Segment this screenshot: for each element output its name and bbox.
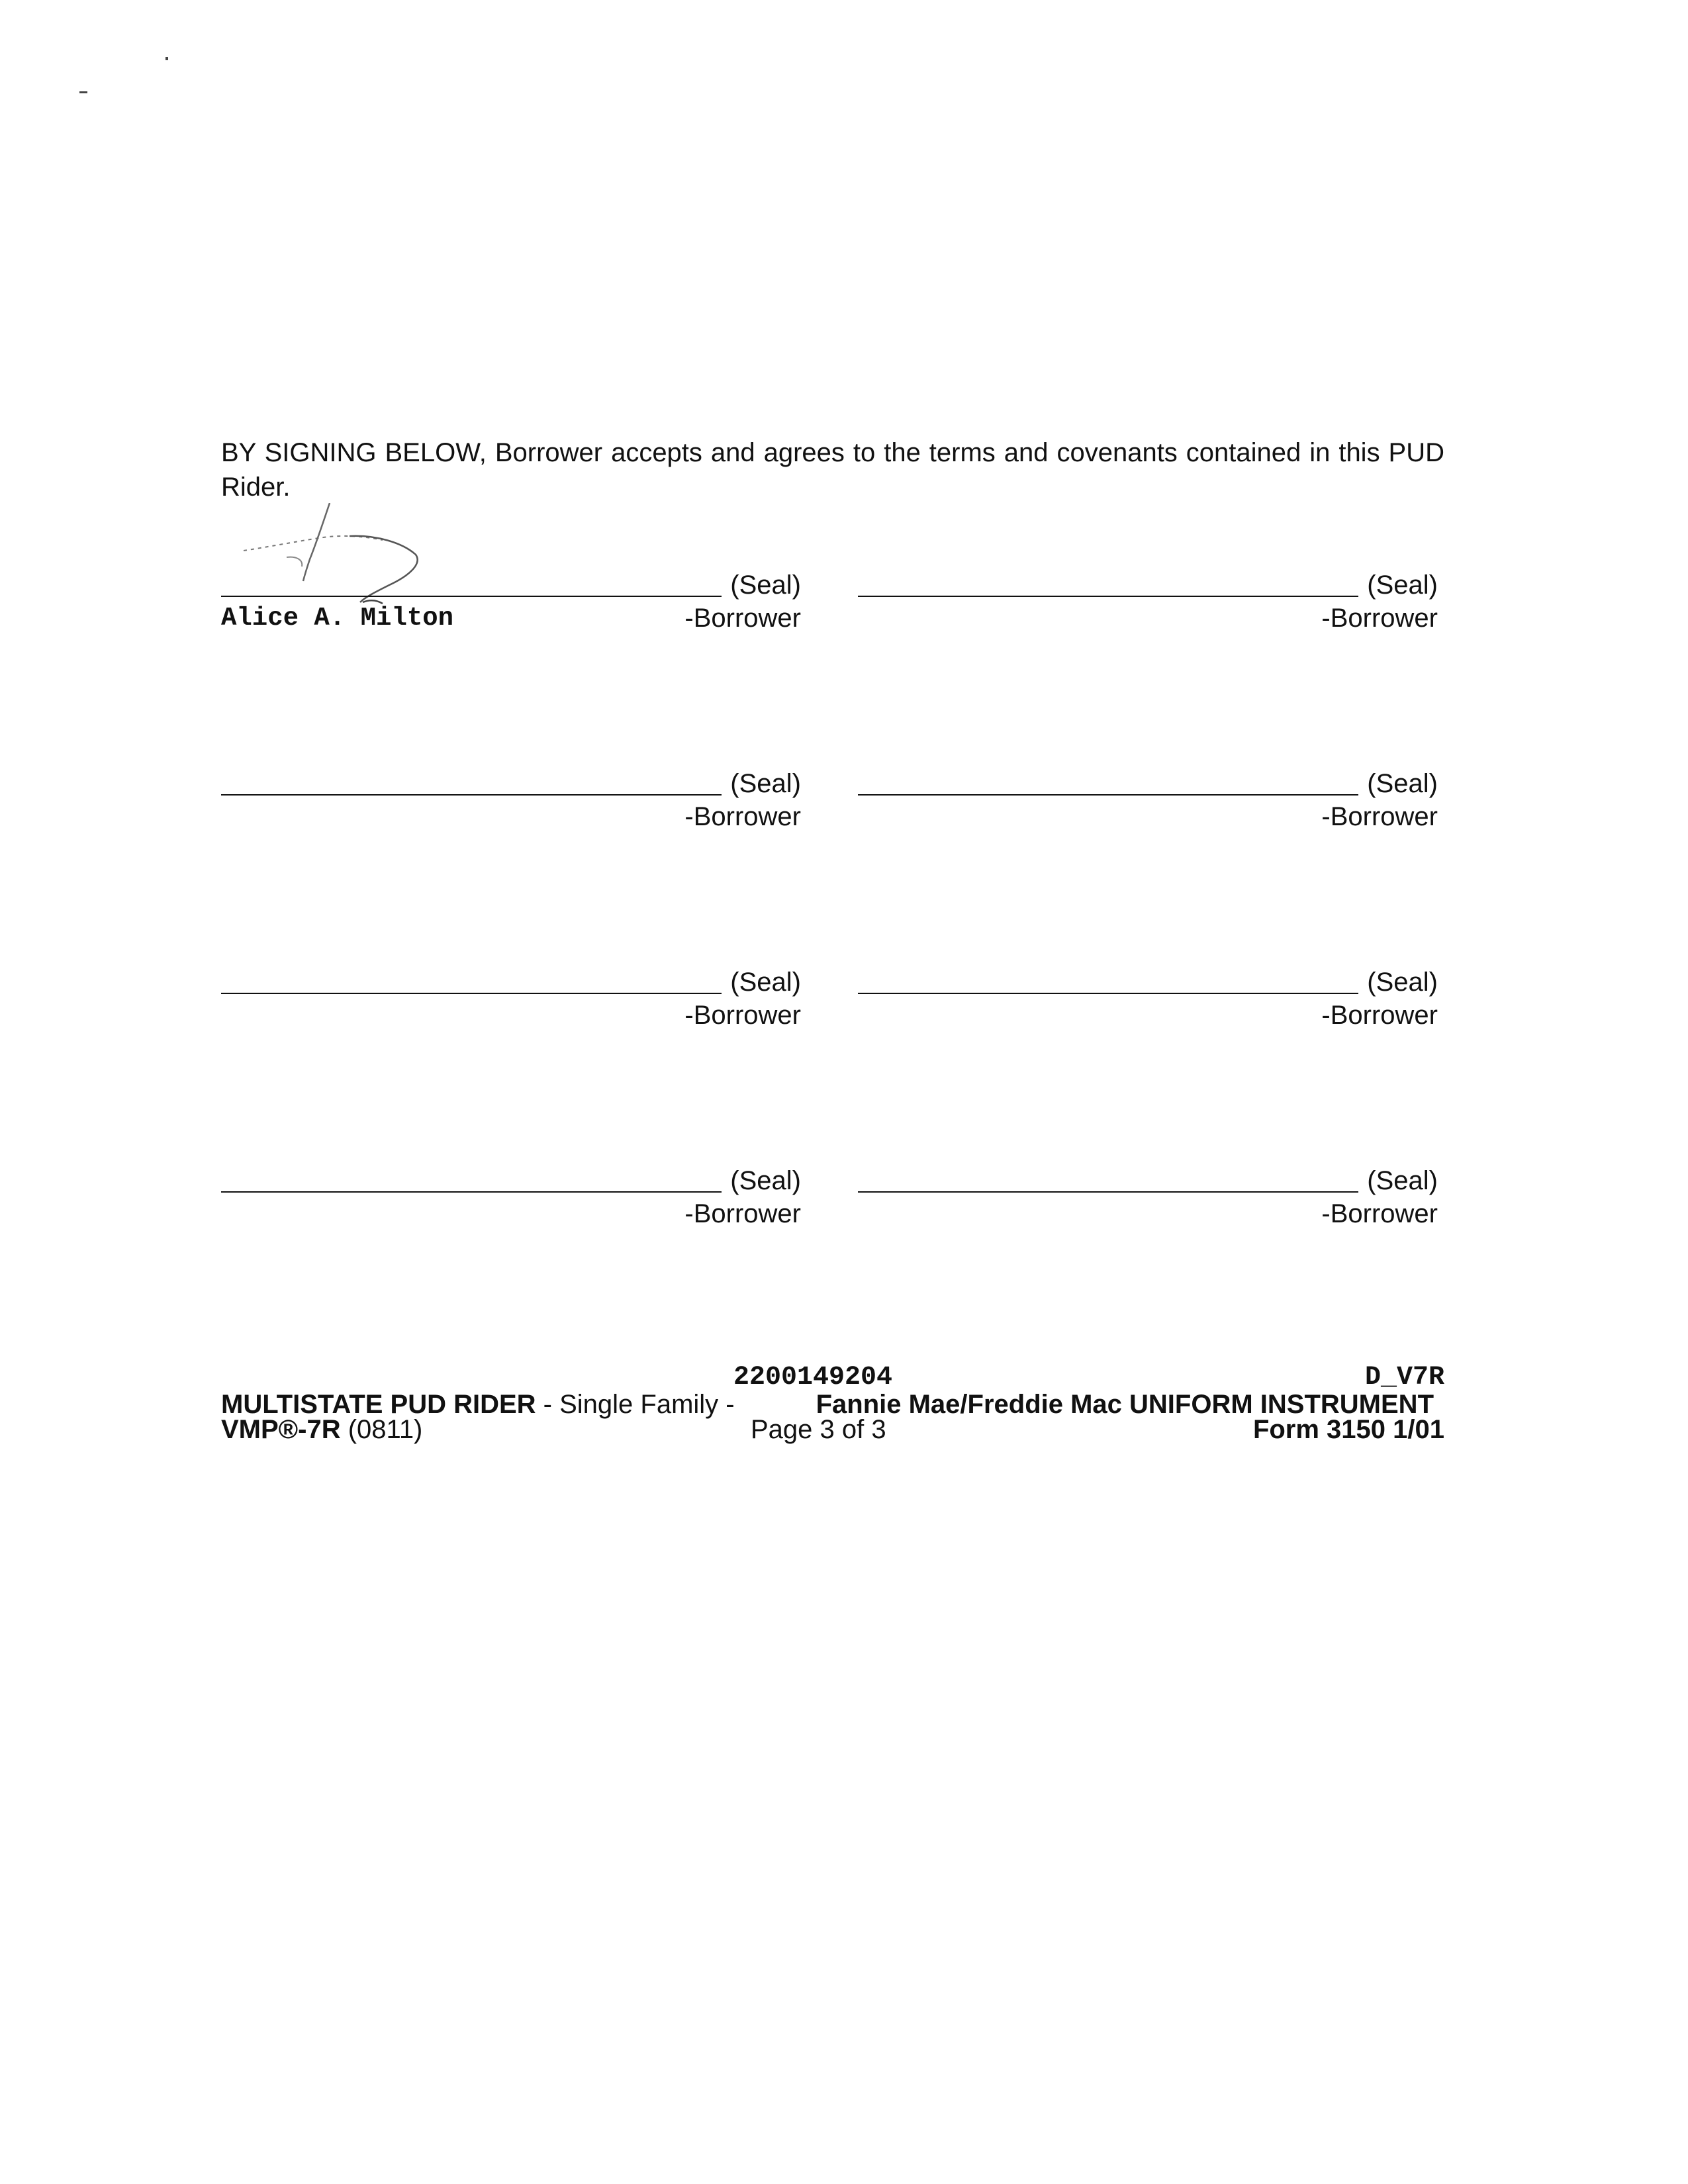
borrower-name: Alice A. Milton bbox=[221, 604, 454, 633]
seal-label: (Seal) bbox=[1367, 570, 1438, 600]
page-number: Page 3 of 3 bbox=[751, 1415, 886, 1444]
signature-block-4 bbox=[858, 768, 1438, 834]
form-number: Form 3150 1/01 bbox=[1252, 1415, 1444, 1444]
signature-line bbox=[858, 993, 1358, 994]
seal-label: (Seal) bbox=[1367, 968, 1438, 997]
vmp-code-rest: (0811) bbox=[340, 1415, 423, 1444]
signature-line bbox=[221, 794, 722, 796]
borrower-role: -Borrower bbox=[684, 604, 801, 633]
vmp-code bbox=[221, 1415, 422, 1444]
vmp-code-bold: VMP®-7R bbox=[221, 1415, 341, 1444]
borrower-role: -Borrower bbox=[1321, 1199, 1438, 1228]
borrower-role: -Borrower bbox=[1321, 802, 1438, 831]
footer-codes-row bbox=[221, 1363, 1444, 1392]
signature-block-1 bbox=[221, 569, 801, 635]
signature-block-6 bbox=[858, 966, 1438, 1032]
form-title-rest: - Single Family - bbox=[536, 1390, 735, 1419]
borrower-role: -Borrower bbox=[684, 1001, 801, 1030]
signature-block-2 bbox=[858, 569, 1438, 635]
signature-line bbox=[221, 1191, 722, 1193]
document-code: D_V7R bbox=[1364, 1363, 1444, 1392]
signature-block-5 bbox=[221, 966, 801, 1032]
seal-label: (Seal) bbox=[730, 769, 801, 798]
borrower-role: -Borrower bbox=[1321, 1001, 1438, 1030]
borrower-role: -Borrower bbox=[684, 1199, 801, 1228]
uniform-instrument-label: Fannie Mae/Freddie Mac UNIFORM INSTRUMENT bbox=[816, 1390, 1434, 1419]
seal-label: (Seal) bbox=[730, 1166, 801, 1195]
seal-label: (Seal) bbox=[1367, 769, 1438, 798]
borrower-role: -Borrower bbox=[684, 802, 801, 831]
borrower-role: -Borrower bbox=[1321, 604, 1438, 633]
signature-line bbox=[221, 993, 722, 994]
loan-number: 2200149204 bbox=[733, 1363, 893, 1392]
signature-line bbox=[858, 794, 1358, 796]
seal-label: (Seal) bbox=[1367, 1166, 1438, 1195]
footer-form-row bbox=[221, 1415, 1444, 1444]
form-title-bold: MULTISTATE PUD RIDER bbox=[221, 1390, 536, 1419]
signature-block-3 bbox=[221, 768, 801, 834]
signature-line bbox=[221, 596, 722, 597]
signature-block-8 bbox=[858, 1165, 1438, 1231]
scan-speck bbox=[79, 91, 87, 93]
signature-block-7 bbox=[221, 1165, 801, 1231]
scan-speck bbox=[165, 57, 168, 60]
signature-line bbox=[858, 596, 1358, 597]
signature-line bbox=[858, 1191, 1358, 1193]
seal-label: (Seal) bbox=[730, 968, 801, 997]
intro-paragraph: BY SIGNING BELOW, Borrower accepts and agrees to the terms and covenants contained in this PUD Rider. bbox=[221, 438, 1444, 502]
seal-label: (Seal) bbox=[730, 570, 801, 600]
